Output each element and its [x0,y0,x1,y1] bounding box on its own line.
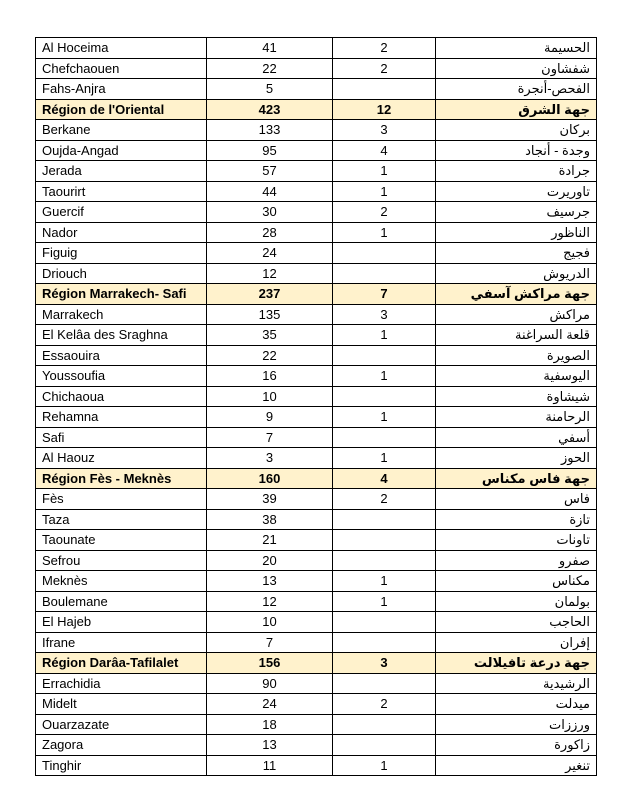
secondary-count-cell: 2 [333,694,436,715]
count-cell: 11 [207,755,333,776]
province-name-ar: اليوسفية [436,366,597,387]
count-cell: 90 [207,673,333,694]
secondary-count-cell: 3 [333,304,436,325]
province-name-fr: Figuig [36,243,207,264]
province-name-fr: Rehamna [36,407,207,428]
province-name-ar: جهة فاس مكناس [436,468,597,489]
province-name-fr: Chichaoua [36,386,207,407]
secondary-count-cell: 7 [333,284,436,305]
secondary-count-cell: 2 [333,202,436,223]
table-row [36,571,597,592]
province-name-fr: Al Haouz [36,448,207,469]
secondary-count-cell: 1 [333,755,436,776]
table-row [36,386,597,407]
count-cell: 41 [207,38,333,59]
count-cell: 133 [207,120,333,141]
secondary-count-cell [333,530,436,551]
province-name-fr: Al Hoceima [36,38,207,59]
table-row [36,222,597,243]
secondary-count-cell [333,612,436,633]
province-name-ar: جهة الشرق [436,99,597,120]
table-row [36,632,597,653]
secondary-count-cell [333,386,436,407]
province-name-fr: Driouch [36,263,207,284]
secondary-count-cell [333,427,436,448]
count-cell: 16 [207,366,333,387]
province-name-fr: Sefrou [36,550,207,571]
table-row [36,38,597,59]
table-row [36,58,597,79]
province-name-ar: جرادة [436,161,597,182]
count-cell: 160 [207,468,333,489]
secondary-count-cell [333,714,436,735]
secondary-count-cell: 3 [333,653,436,674]
count-cell: 18 [207,714,333,735]
count-cell: 22 [207,345,333,366]
province-name-fr: Marrakech [36,304,207,325]
count-cell: 7 [207,632,333,653]
table-row [36,366,597,387]
province-name-fr: Oujda-Angad [36,140,207,161]
secondary-count-cell: 1 [333,407,436,428]
province-name-ar: فاس [436,489,597,510]
table-row [36,263,597,284]
province-name-ar: تاونات [436,530,597,551]
province-name-fr: Zagora [36,735,207,756]
secondary-count-cell: 2 [333,38,436,59]
count-cell: 57 [207,161,333,182]
table-row [36,714,597,735]
province-name-ar: إفران [436,632,597,653]
province-name-fr: Région de l'Oriental [36,99,207,120]
secondary-count-cell [333,509,436,530]
province-name-ar: تازة [436,509,597,530]
secondary-count-cell [333,632,436,653]
province-name-fr: Chefchaouen [36,58,207,79]
table-row [36,530,597,551]
secondary-count-cell: 1 [333,181,436,202]
province-name-ar: فجيج [436,243,597,264]
table-row [36,735,597,756]
count-cell: 38 [207,509,333,530]
table-row [36,345,597,366]
province-name-fr: El Hajeb [36,612,207,633]
count-cell: 44 [207,181,333,202]
secondary-count-cell [333,79,436,100]
province-name-fr: Errachidia [36,673,207,694]
province-name-ar: زاكورة [436,735,597,756]
province-name-ar: بولمان [436,591,597,612]
secondary-count-cell: 2 [333,489,436,510]
province-name-fr: Région Darâa-Tafilalet [36,653,207,674]
province-name-ar: صفرو [436,550,597,571]
count-cell: 423 [207,99,333,120]
province-name-ar: الصويرة [436,345,597,366]
count-cell: 24 [207,243,333,264]
count-cell: 237 [207,284,333,305]
secondary-count-cell: 1 [333,448,436,469]
province-name-fr: Fès [36,489,207,510]
count-cell: 35 [207,325,333,346]
province-name-fr: Youssoufia [36,366,207,387]
province-name-fr: Taourirt [36,181,207,202]
province-name-ar: الحوز [436,448,597,469]
province-name-fr: Jerada [36,161,207,182]
secondary-count-cell: 1 [333,222,436,243]
table-row [36,140,597,161]
count-cell: 21 [207,530,333,551]
count-cell: 12 [207,263,333,284]
table-row [36,202,597,223]
province-name-fr: El Kelâa des Sraghna [36,325,207,346]
count-cell: 9 [207,407,333,428]
table-row [36,694,597,715]
table-row [36,755,597,776]
province-name-ar: وجدة - أنجاد [436,140,597,161]
province-name-ar: الحسيمة [436,38,597,59]
secondary-count-cell [333,550,436,571]
secondary-count-cell: 1 [333,591,436,612]
secondary-count-cell [333,243,436,264]
count-cell: 39 [207,489,333,510]
region-row [36,468,597,489]
table-row [36,304,597,325]
table-row [36,243,597,264]
secondary-count-cell: 1 [333,161,436,182]
province-name-fr: Boulemane [36,591,207,612]
province-name-fr: Ifrane [36,632,207,653]
province-name-fr: Nador [36,222,207,243]
region-row [36,653,597,674]
province-name-ar: شيشاوة [436,386,597,407]
province-name-ar: جرسيف [436,202,597,223]
province-name-ar: الدريوش [436,263,597,284]
province-name-ar: الفحص-أنجرة [436,79,597,100]
count-cell: 20 [207,550,333,571]
province-name-ar: مكناس [436,571,597,592]
secondary-count-cell: 12 [333,99,436,120]
table-row [36,612,597,633]
province-name-fr: Midelt [36,694,207,715]
province-name-fr: Berkane [36,120,207,141]
secondary-count-cell: 1 [333,325,436,346]
table-row [36,161,597,182]
province-name-ar: الرشيدية [436,673,597,694]
count-cell: 5 [207,79,333,100]
province-name-fr: Taza [36,509,207,530]
region-row [36,284,597,305]
count-cell: 22 [207,58,333,79]
count-cell: 95 [207,140,333,161]
secondary-count-cell: 2 [333,58,436,79]
count-cell: 156 [207,653,333,674]
province-name-ar: مراكش [436,304,597,325]
table-row [36,427,597,448]
secondary-count-cell [333,345,436,366]
province-name-fr: Taounate [36,530,207,551]
count-cell: 10 [207,386,333,407]
secondary-count-cell: 3 [333,120,436,141]
province-name-ar: جهة مراكش آسفي [436,284,597,305]
province-name-fr: Région Marrakech- Safi [36,284,207,305]
count-cell: 135 [207,304,333,325]
province-name-fr: Safi [36,427,207,448]
province-name-ar: شفشاون [436,58,597,79]
count-cell: 12 [207,591,333,612]
province-name-ar: تاوريرت [436,181,597,202]
secondary-count-cell: 4 [333,468,436,489]
table-row [36,509,597,530]
table-row [36,325,597,346]
table-row [36,550,597,571]
province-name-ar: الحاجب [436,612,597,633]
province-name-fr: Meknès [36,571,207,592]
count-cell: 3 [207,448,333,469]
count-cell: 28 [207,222,333,243]
province-name-ar: تنغير [436,755,597,776]
table-body [36,38,597,776]
province-name-ar: بركان [436,120,597,141]
region-row [36,99,597,120]
secondary-count-cell [333,735,436,756]
statistics-table [35,37,597,776]
province-name-ar: قلعة السراغنة [436,325,597,346]
count-cell: 10 [207,612,333,633]
province-name-ar: ورززات [436,714,597,735]
secondary-count-cell [333,673,436,694]
secondary-count-cell: 1 [333,571,436,592]
province-name-ar: جهة درعة تافيلالت [436,653,597,674]
count-cell: 30 [207,202,333,223]
table-row [36,407,597,428]
table-row [36,591,597,612]
secondary-count-cell [333,263,436,284]
table-row [36,489,597,510]
province-name-fr: Essaouira [36,345,207,366]
table-row [36,673,597,694]
count-cell: 7 [207,427,333,448]
secondary-count-cell: 4 [333,140,436,161]
province-name-fr: Guercif [36,202,207,223]
province-name-fr: Tinghir [36,755,207,776]
province-name-ar: ميدلت [436,694,597,715]
province-name-fr: Ouarzazate [36,714,207,735]
province-name-ar: الرحامنة [436,407,597,428]
count-cell: 13 [207,571,333,592]
table-row [36,181,597,202]
table-row [36,448,597,469]
province-name-ar: أسفي [436,427,597,448]
province-name-ar: الناظور [436,222,597,243]
province-name-fr: Fahs-Anjra [36,79,207,100]
count-cell: 13 [207,735,333,756]
table-row [36,120,597,141]
secondary-count-cell: 1 [333,366,436,387]
province-name-fr: Région Fès - Meknès [36,468,207,489]
table-row [36,79,597,100]
count-cell: 24 [207,694,333,715]
